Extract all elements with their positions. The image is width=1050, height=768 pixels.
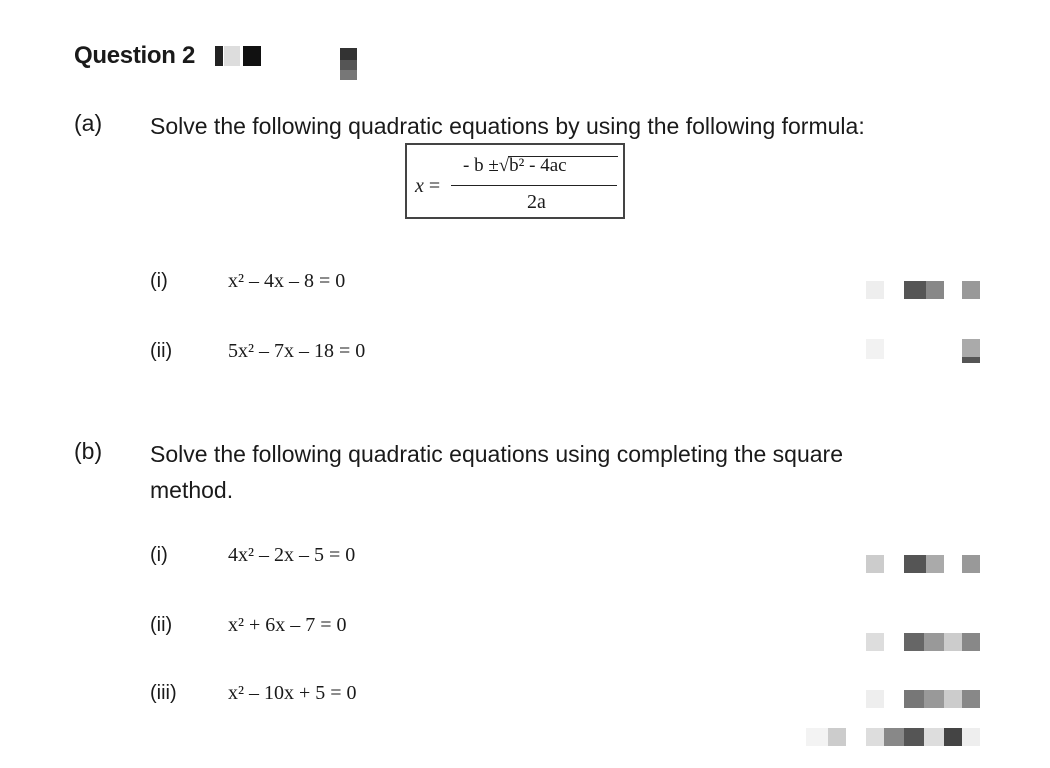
part-b-item-2-equation: x² + 6x – 7 = 0 (228, 614, 347, 636)
redaction-mark (962, 633, 980, 651)
fraction-bar (451, 185, 617, 186)
redaction-mark (866, 633, 884, 651)
redaction-mark (924, 690, 944, 708)
redaction-mark (866, 728, 884, 746)
question-title: Question 2 (74, 42, 196, 69)
redaction-mark (243, 46, 261, 66)
redaction-mark (340, 48, 357, 60)
part-b-item-1-label: (i) (150, 544, 168, 566)
redaction-mark (884, 728, 904, 746)
redaction-mark (224, 46, 240, 66)
redaction-mark (866, 555, 884, 573)
redaction-mark (904, 555, 926, 573)
formula-lhs: x = (415, 175, 441, 197)
radical-overbar (508, 156, 618, 157)
redaction-mark (924, 633, 944, 651)
redaction-mark (962, 555, 980, 573)
redaction-mark (944, 728, 962, 746)
quadratic-formula-box (405, 143, 625, 219)
redaction-mark (340, 70, 357, 80)
part-a-item-2-label: (ii) (150, 340, 173, 362)
part-a-item-1-equation: x² – 4x – 8 = 0 (228, 270, 346, 292)
redaction-mark (904, 633, 924, 651)
redaction-mark (904, 690, 924, 708)
redaction-mark (926, 281, 944, 299)
redaction-mark (944, 690, 962, 708)
redaction-mark (866, 281, 884, 299)
redaction-mark (806, 728, 828, 746)
part-b-item-3-equation: x² – 10x + 5 = 0 (228, 682, 357, 704)
redaction-mark (944, 633, 962, 651)
redaction-mark (926, 555, 944, 573)
part-b-instruction-line1: Solve the following quadratic equations using completing the square (150, 441, 843, 467)
redaction-mark (828, 728, 846, 746)
part-a-item-1-label: (i) (150, 270, 168, 292)
part-b-instruction-line2: method. (150, 477, 234, 503)
redaction-mark (924, 728, 944, 746)
redaction-mark (962, 690, 980, 708)
formula-denominator: 2a (527, 191, 546, 213)
redaction-mark (866, 339, 884, 359)
redaction-mark (904, 728, 924, 746)
redaction-mark (962, 728, 980, 746)
redaction-mark (962, 281, 980, 299)
part-b-item-1-equation: 4x² – 2x – 5 = 0 (228, 544, 356, 566)
part-b-item-2-label: (ii) (150, 614, 173, 636)
redaction-mark (340, 60, 357, 70)
redaction-mark (962, 357, 980, 363)
part-a-item-2-equation: 5x² – 7x – 18 = 0 (228, 340, 366, 362)
redaction-mark (904, 281, 926, 299)
part-a-label: (a) (74, 110, 103, 136)
redaction-mark (866, 690, 884, 708)
redaction-mark (215, 46, 223, 66)
part-b-label: (b) (74, 438, 103, 464)
formula-numerator: - b ±√b² - 4ac (463, 155, 567, 176)
part-a-instruction: Solve the following quadratic equations by using the following formula: (150, 113, 865, 139)
part-b-item-3-label: (iii) (150, 682, 177, 704)
redaction-mark (962, 339, 980, 357)
